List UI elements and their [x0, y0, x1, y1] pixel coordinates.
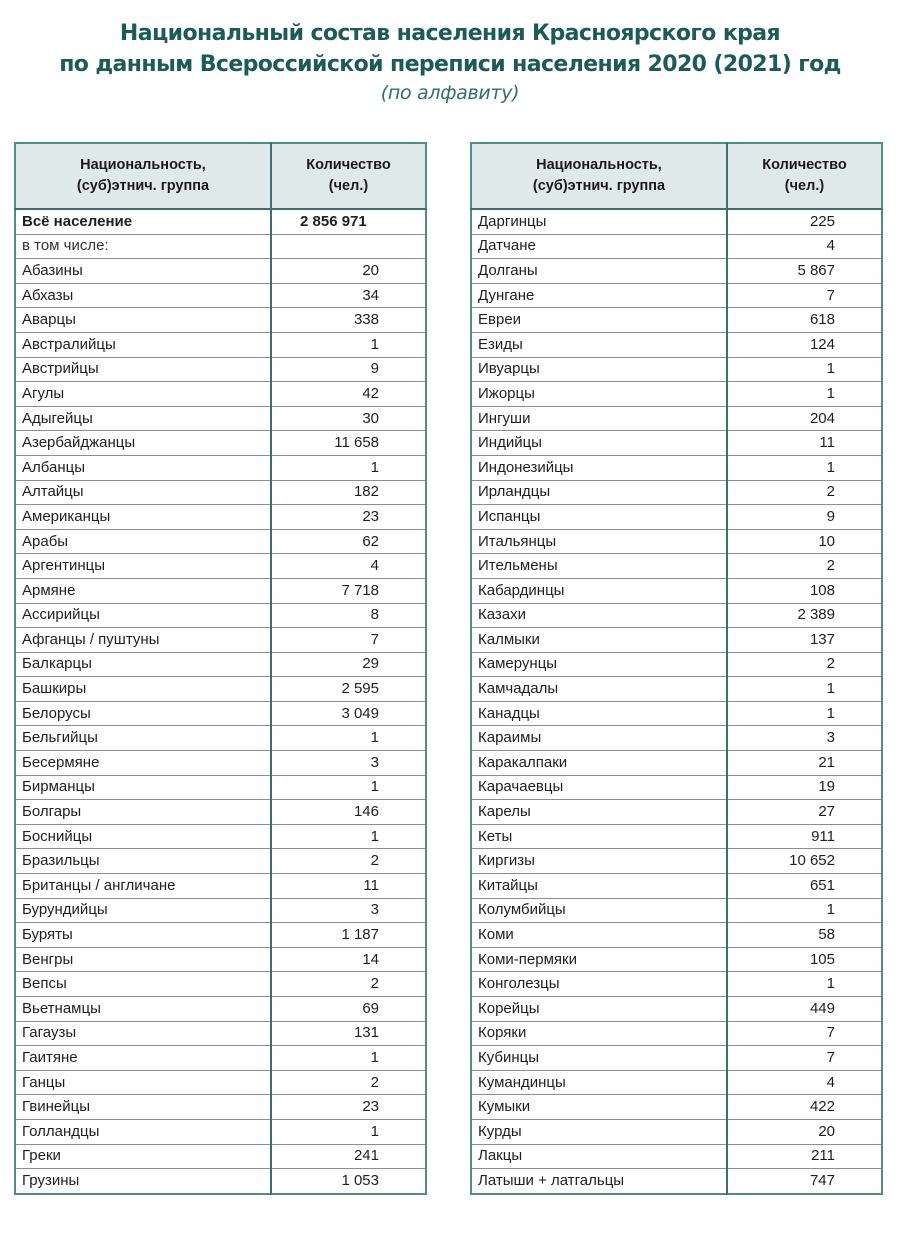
- population-count: 9: [271, 357, 426, 382]
- table-row: [15, 431, 426, 456]
- table-row: [471, 652, 882, 677]
- population-count: 10: [727, 529, 882, 554]
- nationality-name: Австрийцы: [15, 357, 271, 382]
- population-count: 1 187: [271, 923, 426, 948]
- nationality-name: Лакцы: [471, 1144, 727, 1169]
- table-row: [15, 480, 426, 505]
- nationality-name: Колумбийцы: [471, 898, 727, 923]
- population-count: 131: [271, 1021, 426, 1046]
- nationality-name: Вьетнамцы: [15, 997, 271, 1022]
- table-row: [15, 628, 426, 653]
- population-count: 21: [727, 751, 882, 776]
- including-label: в том числе:: [15, 234, 271, 259]
- table-row: [15, 1144, 426, 1169]
- population-count: 3: [727, 726, 882, 751]
- population-count: 10 652: [727, 849, 882, 874]
- nationality-name: Долганы: [471, 259, 727, 284]
- population-count: 1: [727, 677, 882, 702]
- population-count: 20: [271, 259, 426, 284]
- population-count: 108: [727, 578, 882, 603]
- table-row: [15, 283, 426, 308]
- population-count: 146: [271, 800, 426, 825]
- nationality-name: Канадцы: [471, 701, 727, 726]
- population-count: 2 389: [727, 603, 882, 628]
- table-row: [471, 726, 882, 751]
- table-row: [471, 259, 882, 284]
- nationality-name: Американцы: [15, 505, 271, 530]
- nationality-name: Кубинцы: [471, 1046, 727, 1071]
- population-count: 1: [727, 455, 882, 480]
- table-row: [15, 997, 426, 1022]
- table-header-row: [471, 143, 882, 209]
- population-count: 7: [271, 628, 426, 653]
- table-row: [15, 578, 426, 603]
- population-count: 911: [727, 824, 882, 849]
- table-row: [471, 455, 882, 480]
- population-count: 11: [271, 874, 426, 899]
- table-row: [15, 382, 426, 407]
- population-count: 62: [271, 529, 426, 554]
- nationality-name: Балкарцы: [15, 652, 271, 677]
- nationality-name: Агулы: [15, 382, 271, 407]
- table-row: [15, 652, 426, 677]
- nationality-name: Калмыки: [471, 628, 727, 653]
- nationality-name: Ижорцы: [471, 382, 727, 407]
- population-count: 11 658: [271, 431, 426, 456]
- nationality-name: Датчане: [471, 234, 727, 259]
- table-row: [471, 1119, 882, 1144]
- population-count: 182: [271, 480, 426, 505]
- nationality-name: Боснийцы: [15, 824, 271, 849]
- nationality-name: Адыгейцы: [15, 406, 271, 431]
- nationality-name: Гвинейцы: [15, 1095, 271, 1120]
- nationality-name: Киргизы: [471, 849, 727, 874]
- nationality-name: Абхазы: [15, 283, 271, 308]
- population-count: 7: [727, 283, 882, 308]
- population-count: 20: [727, 1119, 882, 1144]
- nationality-name: Аргентинцы: [15, 554, 271, 579]
- header-line: Количество: [306, 157, 391, 173]
- nationality-name: Казахи: [471, 603, 727, 628]
- nationality-name: Конголезцы: [471, 972, 727, 997]
- table-row: [471, 1046, 882, 1071]
- table-row: [15, 505, 426, 530]
- population-count: 651: [727, 874, 882, 899]
- population-count: 204: [727, 406, 882, 431]
- population-count: 2: [727, 554, 882, 579]
- census-table-left: [14, 142, 427, 1195]
- nationality-name: Карачаевцы: [471, 775, 727, 800]
- population-count: 618: [727, 308, 882, 333]
- table-row: [471, 677, 882, 702]
- nationality-name: Грузины: [15, 1169, 271, 1194]
- table-row: [471, 874, 882, 899]
- nationality-name: Абазины: [15, 259, 271, 284]
- nationality-name: Бельгийцы: [15, 726, 271, 751]
- page-title-line-2: по данным Всероссийской переписи населения 2020 (2021) год: [59, 52, 841, 77]
- nationality-name: Кумыки: [471, 1095, 727, 1120]
- table-row: [15, 332, 426, 357]
- population-count: 5 867: [727, 259, 882, 284]
- table-row: [15, 529, 426, 554]
- nationality-name: Австралийцы: [15, 332, 271, 357]
- table-row: [471, 578, 882, 603]
- nationality-name: Голландцы: [15, 1119, 271, 1144]
- table-row: [15, 357, 426, 382]
- population-count: 4: [727, 234, 882, 259]
- nationality-name: Испанцы: [471, 505, 727, 530]
- population-count: 2: [271, 849, 426, 874]
- table-row: [471, 997, 882, 1022]
- population-count: 23: [271, 505, 426, 530]
- nationality-name: Индонезийцы: [471, 455, 727, 480]
- nationality-name: Гагаузы: [15, 1021, 271, 1046]
- population-count: 1: [271, 824, 426, 849]
- table-row: [471, 357, 882, 382]
- nationality-name: Езиды: [471, 332, 727, 357]
- column-header-count: [271, 143, 426, 209]
- population-count: 7 718: [271, 578, 426, 603]
- nationality-name: Ингуши: [471, 406, 727, 431]
- page-title-line-1: Национальный состав населения Красноярского края: [119, 21, 781, 46]
- table-row: [471, 898, 882, 923]
- table-row: [15, 775, 426, 800]
- total-label: Всё население: [15, 209, 271, 234]
- population-count: 241: [271, 1144, 426, 1169]
- table-row: [471, 947, 882, 972]
- table-row: [471, 1144, 882, 1169]
- population-count: 34: [271, 283, 426, 308]
- population-count: 9: [727, 505, 882, 530]
- population-count: 42: [271, 382, 426, 407]
- population-count: 1 053: [341, 1171, 379, 1189]
- table-row: [15, 1095, 426, 1120]
- population-count: 8: [271, 603, 426, 628]
- population-count: 27: [727, 800, 882, 825]
- table-row: [471, 332, 882, 357]
- table-row: [15, 603, 426, 628]
- nationality-name: Бразильцы: [15, 849, 271, 874]
- population-count: 1: [727, 357, 882, 382]
- nationality-name: Азербайджанцы: [15, 431, 271, 456]
- nationality-name: Башкиры: [15, 677, 271, 702]
- population-count: 2: [271, 972, 426, 997]
- population-count: 422: [727, 1095, 882, 1120]
- table-row: [15, 455, 426, 480]
- population-count: 19: [727, 775, 882, 800]
- table-row: [471, 751, 882, 776]
- nationality-name: Венгры: [15, 947, 271, 972]
- total-value: 2 856 971: [271, 209, 426, 234]
- nationality-name: Камерунцы: [471, 652, 727, 677]
- table-row: [15, 1070, 426, 1095]
- table-row: [15, 751, 426, 776]
- header-line: Национальность,: [536, 157, 662, 173]
- header-line: (суб)этнич. группа: [532, 178, 666, 194]
- census-table-right: [470, 142, 883, 1195]
- population-count: 2 595: [271, 677, 426, 702]
- table-row: [471, 505, 882, 530]
- nationality-name: Британцы / англичане: [15, 874, 271, 899]
- population-count: 449: [727, 997, 882, 1022]
- table-row: [15, 800, 426, 825]
- nationality-name: Каракалпаки: [471, 751, 727, 776]
- nationality-name: Китайцы: [471, 874, 727, 899]
- nationality-name: Армяне: [15, 578, 271, 603]
- table-row: [471, 283, 882, 308]
- population-count: 747: [809, 1171, 835, 1189]
- nationality-name: Бесермяне: [15, 751, 271, 776]
- nationality-name: Болгары: [15, 800, 271, 825]
- table-row: [471, 554, 882, 579]
- nationality-name: Латыши + латгальцы: [471, 1169, 727, 1194]
- table-row: [15, 308, 426, 333]
- nationality-name: Караимы: [471, 726, 727, 751]
- table-row: [471, 529, 882, 554]
- nationality-name: Коми-пермяки: [471, 947, 727, 972]
- nationality-name: Бирманцы: [15, 775, 271, 800]
- nationality-name: Дунгане: [471, 283, 727, 308]
- column-header-nationality: [471, 143, 727, 209]
- population-count: 30: [271, 406, 426, 431]
- table-row: [471, 628, 882, 653]
- nationality-name: Даргинцы: [471, 209, 727, 234]
- table-row: [15, 554, 426, 579]
- column-header-nationality: [15, 143, 271, 209]
- table-row: [471, 480, 882, 505]
- nationality-name: Кеты: [471, 824, 727, 849]
- population-count: 3: [271, 898, 426, 923]
- nationality-name: Евреи: [471, 308, 727, 333]
- table-row: [471, 1095, 882, 1120]
- table-row: [471, 800, 882, 825]
- table-header-row: [15, 143, 426, 209]
- population-count: 1: [271, 455, 426, 480]
- table-row: [471, 603, 882, 628]
- nationality-name: Коряки: [471, 1021, 727, 1046]
- nationality-name: Кумандинцы: [471, 1070, 727, 1095]
- nationality-name: Афганцы / пуштуны: [15, 628, 271, 653]
- table-row: [471, 775, 882, 800]
- table-row: [471, 1070, 882, 1095]
- table-row: [471, 923, 882, 948]
- page-header: [0, 18, 900, 106]
- nationality-name: Гаитяне: [15, 1046, 271, 1071]
- population-count: 4: [271, 554, 426, 579]
- nationality-name: Ганцы: [15, 1070, 271, 1095]
- header-line: (чел.): [328, 178, 369, 194]
- table-row: [471, 406, 882, 431]
- population-count: 1: [271, 726, 426, 751]
- table-row: [15, 824, 426, 849]
- nationality-name: Буряты: [15, 923, 271, 948]
- population-count: 1: [727, 382, 882, 407]
- population-count: 4: [727, 1070, 882, 1095]
- table-row: [15, 701, 426, 726]
- header-line: Количество: [762, 157, 847, 173]
- total-row: [15, 209, 426, 234]
- nationality-name: Вепсы: [15, 972, 271, 997]
- table-row: [471, 234, 882, 259]
- population-count: 225: [727, 209, 882, 234]
- population-count: 1: [727, 701, 882, 726]
- nationality-name: Аварцы: [15, 308, 271, 333]
- table-row: [15, 972, 426, 997]
- nationality-name: Ивуарцы: [471, 357, 727, 382]
- table-row: [15, 677, 426, 702]
- table-row: [15, 1119, 426, 1144]
- population-count: 14: [271, 947, 426, 972]
- population-count: 2: [271, 1070, 426, 1095]
- nationality-name: Алтайцы: [15, 480, 271, 505]
- header-line: (чел.): [784, 178, 825, 194]
- header-line: (суб)этнич. группа: [76, 178, 210, 194]
- including-row: [15, 234, 426, 259]
- table-row: [15, 406, 426, 431]
- table-row: [15, 726, 426, 751]
- nationality-name: Камчадалы: [471, 677, 727, 702]
- population-count: 29: [271, 652, 426, 677]
- population-count: 7: [727, 1021, 882, 1046]
- population-count: 11: [727, 431, 882, 456]
- population-count: 1: [271, 1046, 426, 1071]
- table-row: [471, 308, 882, 333]
- nationality-name: Кабардинцы: [471, 578, 727, 603]
- table-row: [15, 923, 426, 948]
- table-row: [471, 1021, 882, 1046]
- table-row: [471, 431, 882, 456]
- population-count: 23: [271, 1095, 426, 1120]
- table-row: [15, 947, 426, 972]
- table-row: [15, 259, 426, 284]
- population-count: 3 049: [271, 701, 426, 726]
- population-count: 338: [271, 308, 426, 333]
- population-count: 1: [271, 775, 426, 800]
- population-count: 137: [727, 628, 882, 653]
- table-row: [471, 701, 882, 726]
- table-row: [15, 849, 426, 874]
- table-row: [471, 209, 882, 234]
- table-row: [15, 898, 426, 923]
- column-header-count: [727, 143, 882, 209]
- population-count: 1: [727, 972, 882, 997]
- nationality-name: Ассирийцы: [15, 603, 271, 628]
- population-count: 105: [727, 947, 882, 972]
- nationality-name: Арабы: [15, 529, 271, 554]
- nationality-name: Корейцы: [471, 997, 727, 1022]
- population-count: 2: [727, 480, 882, 505]
- population-count: 211: [727, 1144, 882, 1169]
- nationality-name: Индийцы: [471, 431, 727, 456]
- population-count: 69: [271, 997, 426, 1022]
- nationality-name: Итальянцы: [471, 529, 727, 554]
- nationality-name: Бурундийцы: [15, 898, 271, 923]
- population-count: 1: [727, 898, 882, 923]
- table-row: [15, 1046, 426, 1071]
- table-row: [471, 1169, 882, 1194]
- population-count: 3: [271, 751, 426, 776]
- table-row: [471, 849, 882, 874]
- population-count: 2: [727, 652, 882, 677]
- including-value-empty: [271, 234, 426, 259]
- population-count: 1: [271, 1119, 426, 1144]
- table-row: [15, 874, 426, 899]
- nationality-name: Коми: [471, 923, 727, 948]
- page-subtitle: (по алфавиту): [380, 82, 520, 104]
- nationality-name: Карелы: [471, 800, 727, 825]
- nationality-name: Греки: [15, 1144, 271, 1169]
- nationality-name: Ительмены: [471, 554, 727, 579]
- table-row: [471, 382, 882, 407]
- nationality-name: Албанцы: [15, 455, 271, 480]
- population-count: 58: [727, 923, 882, 948]
- table-row: [15, 1169, 426, 1194]
- table-row: [15, 1021, 426, 1046]
- population-count: 7: [727, 1046, 882, 1071]
- nationality-name: Курды: [471, 1119, 727, 1144]
- nationality-name: Ирландцы: [471, 480, 727, 505]
- population-count: 1: [271, 332, 426, 357]
- population-count: 124: [727, 332, 882, 357]
- header-line: Национальность,: [80, 157, 206, 173]
- table-row: [471, 824, 882, 849]
- table-row: [471, 972, 882, 997]
- nationality-name: Белорусы: [15, 701, 271, 726]
